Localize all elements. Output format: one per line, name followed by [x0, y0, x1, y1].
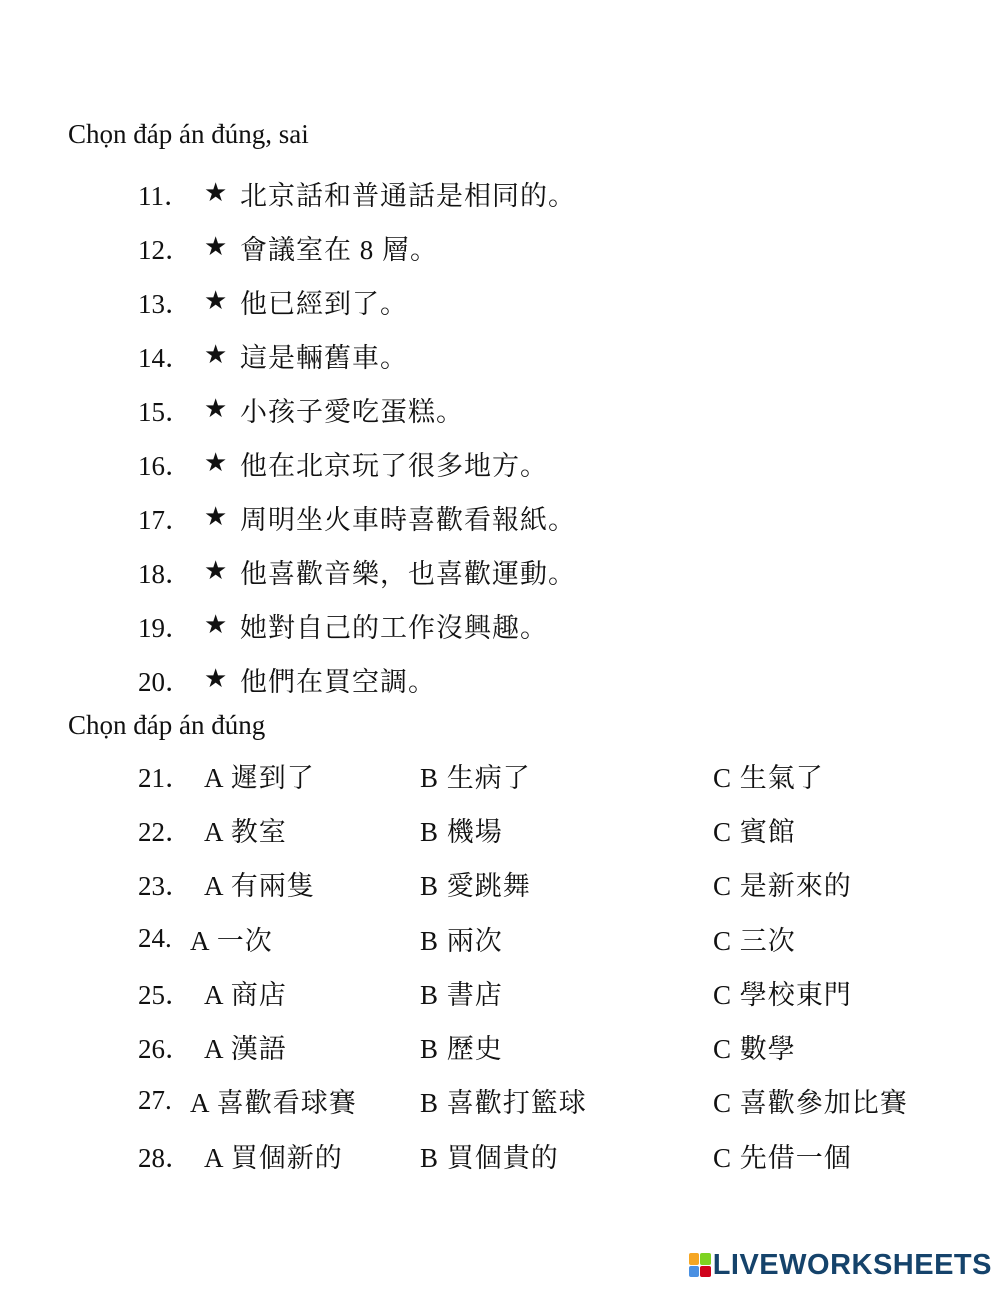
option-a: A 喜歡看球賽: [190, 1088, 357, 1119]
option-c: C 學校東門: [713, 979, 852, 1010]
star-icon: ★: [204, 340, 228, 370]
question-number: 14．: [138, 342, 192, 373]
question-number: 23．: [138, 871, 192, 902]
choice-row-27: [138, 1074, 958, 1128]
question-text: 她對自己的工作沒興趣。: [240, 612, 548, 643]
question-text: 他們在買空調。: [240, 666, 436, 697]
question-text: 他喜歡音樂，也喜歡運動。: [240, 558, 576, 589]
option-a: A 遲到了: [204, 762, 315, 793]
choice-row-25: [138, 965, 958, 1019]
question-number: 18．: [138, 558, 192, 589]
question-text: 他在北京玩了很多地方。: [240, 450, 548, 481]
question-row-14: [138, 328, 958, 382]
choice-row-28: [138, 1128, 958, 1182]
choice-row-21: [138, 748, 958, 802]
question-number: 27.: [138, 1085, 172, 1116]
question-row-20: [138, 652, 958, 706]
question-row-19: [138, 598, 958, 652]
liveworksheets-logo-icon: [689, 1253, 711, 1277]
option-a: A 商店: [204, 979, 287, 1010]
option-c: C 數學: [713, 1034, 796, 1065]
question-text: 小孩子愛吃蛋糕。: [240, 396, 464, 427]
question-row-15: [138, 382, 958, 436]
option-b: B 兩次: [420, 925, 503, 956]
option-a: A 教室: [204, 816, 287, 847]
option-c: C 先借一個: [713, 1142, 852, 1173]
question-number: 28．: [138, 1142, 192, 1173]
question-text: 周明坐火車時喜歡看報紙。: [240, 504, 576, 535]
option-c: C 生氣了: [713, 762, 824, 793]
question-text: 北京話和普通話是相同的。: [240, 180, 576, 211]
section-heading-true-false: Chọn đáp án đúng, sai: [68, 119, 309, 149]
question-row-11: [138, 166, 958, 220]
option-b: B 機場: [420, 816, 503, 847]
star-icon: ★: [204, 664, 228, 694]
question-row-12: [138, 220, 958, 274]
question-row-17: [138, 490, 958, 544]
question-number: 24.: [138, 922, 172, 953]
star-icon: ★: [204, 610, 228, 640]
question-row-16: [138, 436, 958, 490]
brand-text: LIVEWORKSHEETS: [712, 1248, 992, 1281]
option-b: B 買個貴的: [420, 1142, 559, 1173]
option-b: B 歷史: [420, 1034, 503, 1065]
option-b: B 愛跳舞: [420, 871, 531, 902]
choice-row-24: [138, 911, 958, 965]
option-c: C 賓館: [713, 816, 796, 847]
question-number: 16．: [138, 450, 192, 481]
star-icon: ★: [204, 178, 228, 208]
option-b: B 生病了: [420, 762, 531, 793]
question-number: 26．: [138, 1034, 192, 1065]
question-number: 22．: [138, 816, 192, 847]
question-number: 12．: [138, 234, 192, 265]
question-row-18: [138, 544, 958, 598]
question-text: 他已經到了。: [240, 288, 408, 319]
star-icon: ★: [204, 286, 228, 316]
star-icon: ★: [204, 232, 228, 262]
question-text: 這是輛舊車。: [240, 342, 408, 373]
question-number: 15．: [138, 396, 192, 427]
option-a: A 一次: [190, 925, 273, 956]
question-number: 21．: [138, 762, 192, 793]
star-icon: ★: [204, 556, 228, 586]
star-icon: ★: [204, 394, 228, 424]
option-b: B 喜歡打籃球: [420, 1088, 587, 1119]
question-number: 20．: [138, 666, 192, 697]
question-number: 17．: [138, 504, 192, 535]
question-number: 25．: [138, 979, 192, 1010]
option-a: A 有兩隻: [204, 871, 315, 902]
option-a: A 買個新的: [204, 1142, 343, 1173]
true-false-list: [138, 166, 958, 706]
option-a: A 漢語: [204, 1034, 287, 1065]
choice-row-22: [138, 802, 958, 856]
question-number: 19．: [138, 612, 192, 643]
star-icon: ★: [204, 448, 228, 478]
section-heading-multiple-choice: Chọn đáp án đúng: [68, 710, 266, 740]
question-number: 11．: [138, 180, 191, 211]
option-c: C 喜歡參加比賽: [713, 1088, 908, 1119]
option-c: C 三次: [713, 925, 796, 956]
question-row-13: [138, 274, 958, 328]
liveworksheets-brand[interactable]: [689, 1249, 992, 1281]
star-icon: ★: [204, 502, 228, 532]
choice-row-23: [138, 857, 958, 911]
option-c: C 是新來的: [713, 871, 852, 902]
option-b: B 書店: [420, 979, 503, 1010]
question-number: 13．: [138, 288, 192, 319]
choice-row-26: [138, 1019, 958, 1073]
question-text: 會議室在 8 層。: [240, 234, 438, 265]
multiple-choice-list: [138, 748, 958, 1182]
